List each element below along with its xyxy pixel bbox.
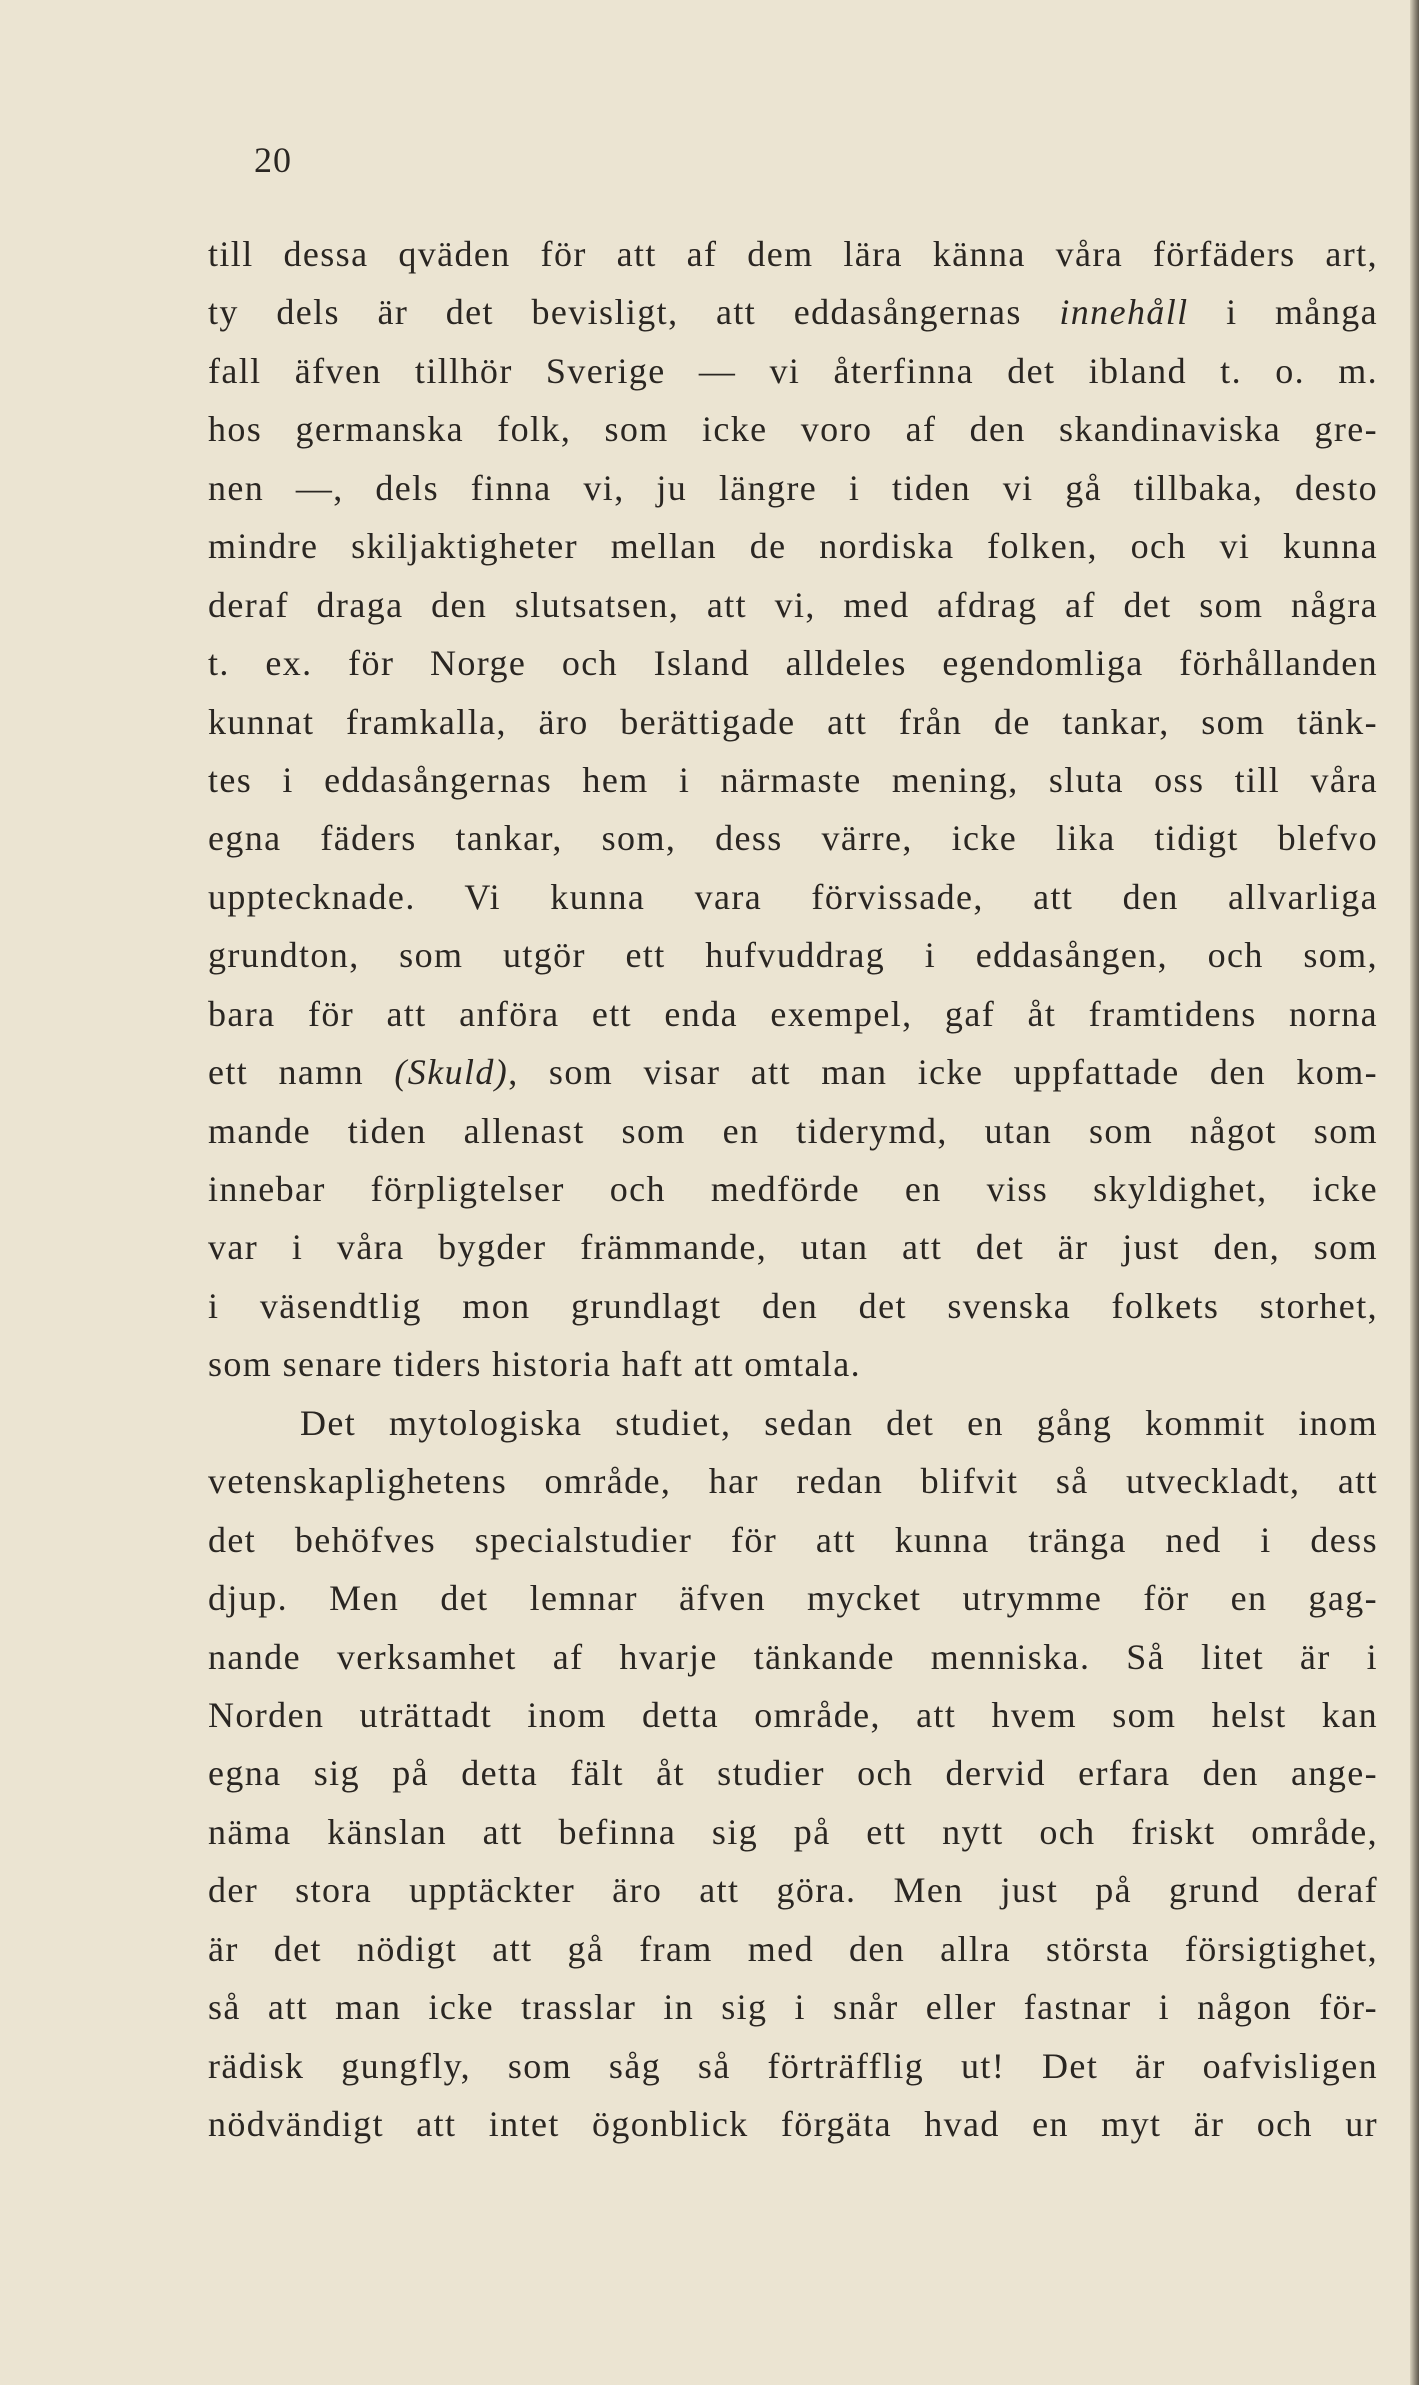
text-line: rädisk gungfly, som såg så förträfflig ut! Det är oafvisligen xyxy=(208,2045,1378,2086)
text-line: bara för att anföra ett enda exempel, gaf åt framtidens norna xyxy=(208,993,1378,1034)
text-line: fall äfven tillhör Sverige — vi återfinna det ibland t. o. m. xyxy=(208,350,1378,391)
text-line: som senare tiders historia haft att omtala. xyxy=(208,1344,862,1385)
text-line: det behöfves specialstudier för att kunna tränga ned i dess xyxy=(208,1519,1378,1560)
text-line: ett namn (Skuld), som visar att man icke uppfattade den kom- xyxy=(208,1052,1378,1093)
italic-term: innehåll xyxy=(1059,292,1189,333)
text-line: t. ex. för Norge och Island alldeles egendomliga förhållanden xyxy=(208,643,1378,684)
text-line: är det nödigt att gå fram med den allra största försigtighet, xyxy=(208,1928,1378,1969)
text-line: ty dels är det bevisligt, att eddasångernas innehåll i många xyxy=(208,292,1378,333)
text-line: kunnat framkalla, äro berättigade att från de tankar, som tänk- xyxy=(208,701,1378,742)
text-line: deraf draga den slutsatsen, att vi, med afdrag af det som några xyxy=(208,584,1378,625)
text-line: Det mytologiska studiet, sedan det en gång kommit inom xyxy=(300,1402,1378,1443)
text-line: nande verksamhet af hvarje tänkande menniska. Så litet är i xyxy=(208,1636,1378,1677)
text-line: hos germanska folk, som icke voro af den skandinaviska gre- xyxy=(208,409,1378,450)
text-line: nödvändigt att intet ögonblick förgäta hvad en myt är och ur xyxy=(208,2104,1378,2144)
text-line: mande tiden allenast som en tiderymd, utan som något som xyxy=(208,1110,1378,1151)
italic-term: (Skuld) xyxy=(394,1052,509,1093)
body-text xyxy=(208,225,1378,2153)
text-line: innebar förpligtelser och medförde en viss skyldighet, icke xyxy=(208,1169,1378,1209)
text-line: näma känslan att befinna sig på ett nytt och friskt område, xyxy=(208,1811,1378,1852)
page-edge xyxy=(1410,0,1419,2385)
text-line: egna sig på detta fält åt studier och dervid erfara den ange- xyxy=(208,1753,1378,1794)
text-line: nen —, dels finna vi, ju längre i tiden vi gå tillbaka, desto xyxy=(208,467,1378,508)
text-line: var i våra bygder främmande, utan att det är just den, som xyxy=(208,1227,1378,1268)
text-line: djup. Men det lemnar äfven mycket utrymme för en gag- xyxy=(208,1578,1378,1619)
text-line: Norden uträttadt inom detta område, att hvem som helst kan xyxy=(208,1694,1378,1735)
text-line: i väsendtlig mon grundlagt den det svenska folkets storhet, xyxy=(208,1285,1378,1326)
text-line: så att man icke trasslar in sig i snår eller fastnar i någon för- xyxy=(208,1987,1378,2028)
text-line: egna fäders tankar, som, dess värre, icke lika tidigt blefvo xyxy=(208,818,1378,859)
page-number: 20 xyxy=(254,140,292,180)
text-line: vetenskaplighetens område, har redan blifvit så utveckladt, att xyxy=(208,1461,1378,1502)
text-line: mindre skiljaktigheter mellan de nordiska folken, och vi kunna xyxy=(208,526,1378,567)
text-line: der stora upptäckter äro att göra. Men just på grund deraf xyxy=(208,1870,1378,1911)
text-line: grundton, som utgör ett hufvuddrag i eddasången, och som, xyxy=(208,935,1378,976)
text-line: upptecknade. Vi kunna vara förvissade, att den allvarliga xyxy=(208,876,1378,917)
text-line: till dessa qväden för att af dem lära känna våra förfäders art, xyxy=(208,234,1378,274)
text-line: tes i eddasångernas hem i närmaste mening, sluta oss till våra xyxy=(208,759,1378,800)
